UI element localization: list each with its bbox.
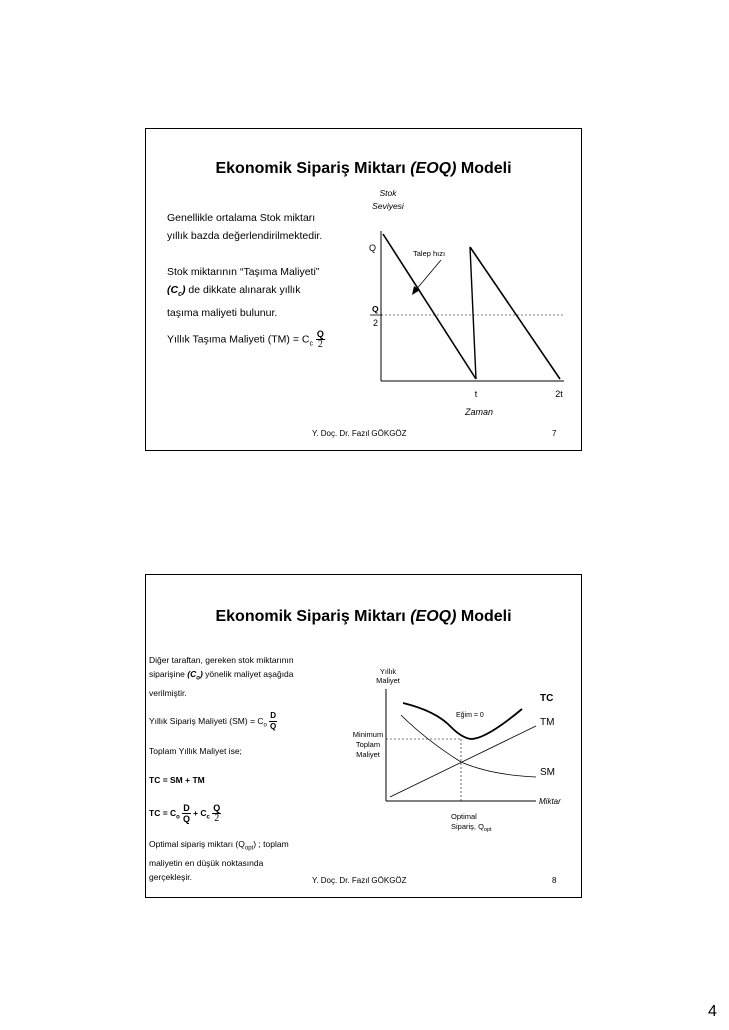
sm-label: SM bbox=[540, 767, 555, 778]
half-q-numerator: Q bbox=[372, 304, 379, 314]
y-axis-title: Seviyesi bbox=[372, 201, 404, 211]
carrying-cost-formula: Yıllık Taşıma Maliyeti $(TM) = C_c$ $\frac{Q}{2}$ bbox=[167, 329, 324, 350]
x-axis-title: Miktar bbox=[539, 797, 561, 806]
total-cost-formula: TC = $C_o$ $\frac{D}{Q}$ + $C_c$ $\frac{Q}{2}$ bbox=[149, 803, 221, 824]
slide-8 bbox=[145, 574, 582, 898]
demand-rate-label: Talep hızı bbox=[413, 249, 446, 258]
stock-depletion-2 bbox=[470, 247, 560, 379]
total-cost-equation: TC = SM + TM bbox=[149, 775, 205, 785]
x-axis-title: Zaman bbox=[464, 407, 494, 417]
footer-author: Y. Doç. Dr. Fazıl GÖKGÖZ bbox=[312, 429, 407, 438]
demand-rate-arrow bbox=[415, 260, 441, 291]
slide-title: Ekonomik Sipariş Miktarı (EOQ) Modeli bbox=[215, 160, 512, 177]
tc-curve bbox=[403, 703, 522, 739]
y-axis-title: Maliyet bbox=[376, 676, 400, 685]
page-number: 4 bbox=[708, 1003, 717, 1020]
footer-author: Y. Doç. Dr. Fazıl GÖKGÖZ bbox=[312, 876, 407, 885]
q-tick-label: Q bbox=[369, 243, 377, 253]
y-axis-title: Stok bbox=[379, 188, 397, 198]
tc-label: TC bbox=[540, 693, 554, 704]
conclusion-paragraph: Optimal sipariş miktarı $(Q_{opt})$ ; toplam maliyetin en düşük noktasında gerçekleşir. bbox=[149, 839, 289, 882]
x-tick-2t: 2t bbox=[555, 389, 563, 399]
optimal-order-label: Sipariş, $Q_{opt}$ bbox=[451, 822, 492, 833]
fraction-d-over-q: $\frac{D}{Q}$ bbox=[270, 711, 277, 731]
y-axis-title: Yıllık bbox=[379, 667, 397, 676]
fraction-d-over-q: $\frac{D}{Q}$ bbox=[182, 803, 190, 824]
optimal-order-label: Optimal bbox=[451, 812, 477, 821]
min-cost-label: Maliyet bbox=[356, 750, 380, 759]
arrow-head-icon bbox=[412, 286, 420, 295]
sm-curve bbox=[401, 715, 536, 777]
fraction-q-over-2: $\frac{Q}{2}$ bbox=[213, 803, 221, 824]
min-cost-label: Toplam bbox=[355, 740, 381, 749]
min-cost-label: Minimum bbox=[352, 730, 384, 739]
ordering-cost-formula: Yıllık Sipariş Maliyeti $(SM) = C_o$ $\frac{D}{Q}$ bbox=[149, 711, 277, 731]
restock-jump bbox=[470, 247, 476, 379]
intro-paragraph: Diğer taraftan, gereken stok miktarının siparişine $(C_o)$ yönelik maliyet aşağıda verilmiştir. bbox=[149, 655, 294, 698]
tm-label: TM bbox=[540, 717, 555, 728]
paragraph-average-stock: Genellikle ortalama Stok miktarı yıllık bazda değerlendirilmektedir. bbox=[167, 212, 323, 242]
slide-7 bbox=[145, 128, 582, 451]
x-tick-t: t bbox=[474, 389, 478, 399]
eoq-cost-chart bbox=[146, 575, 583, 899]
total-cost-intro: Toplam Yıllık Maliyet ise; bbox=[149, 746, 242, 756]
slide-number: 8 bbox=[552, 876, 557, 885]
slide-number: 7 bbox=[552, 429, 557, 438]
half-q-denominator: 2 bbox=[373, 318, 379, 328]
inventory-sawtooth-chart bbox=[146, 129, 583, 452]
slide-title: Ekonomik Sipariş Miktarı (EOQ) Modeli bbox=[215, 608, 512, 625]
fraction-q-over-2: $\frac{Q}{2}$ bbox=[316, 329, 324, 350]
zero-slope-label: Eğim = 0 bbox=[456, 712, 484, 719]
paragraph-carrying-cost: Stok miktarının “Taşıma Maliyeti” $(C_c)$ de dikkate alınarak yıllık taşıma maliyeti bulunur. bbox=[167, 266, 320, 320]
